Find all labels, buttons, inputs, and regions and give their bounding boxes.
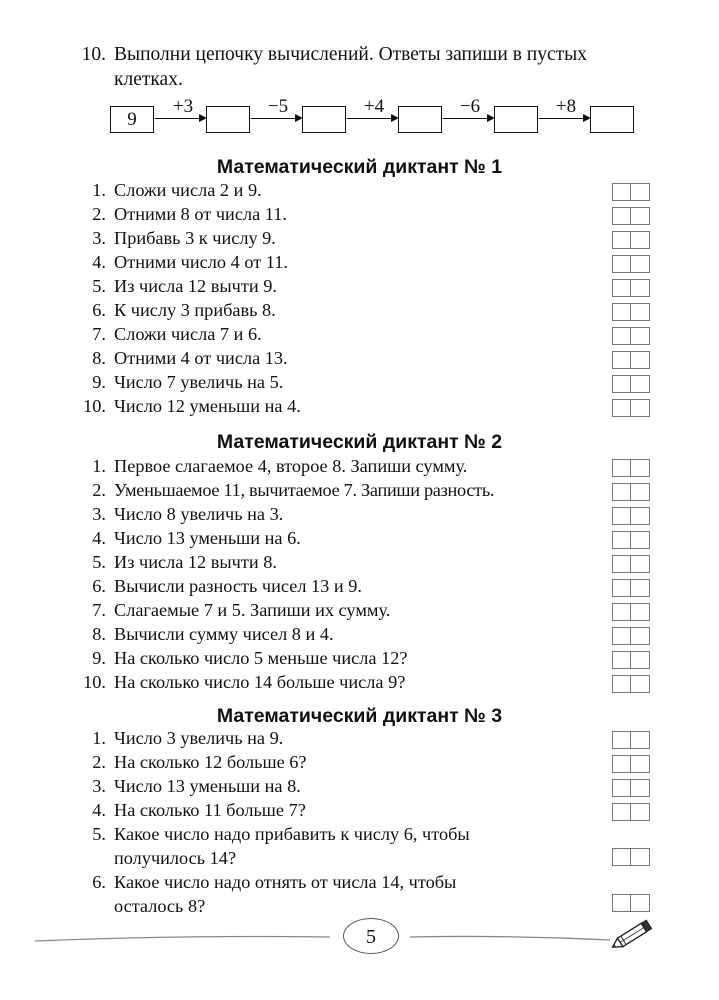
calculation-chain [110, 98, 650, 138]
answer-cells[interactable] [612, 603, 650, 621]
answer-cells[interactable] [612, 183, 650, 201]
item-number: 5. [92, 824, 106, 844]
answer-cells[interactable] [612, 459, 650, 477]
dictation-2-title: Математический диктант № 2 [216, 431, 503, 453]
item-text: Из числа 12 вычти 9. [114, 276, 277, 296]
item-text: Уменьшаемое 11, вычитаемое 7. Запиши разность. [114, 480, 495, 500]
dictation-3-title: Математический диктант № 3 [216, 705, 503, 727]
item-number: 4. [92, 252, 106, 272]
item-text: Отними число 4 от 11. [114, 252, 288, 272]
item-number: 1. [92, 180, 106, 200]
item-text: Сложи числа 7 и 6. [114, 324, 262, 344]
item-text: Вычисли сумму чисел 8 и 4. [114, 624, 334, 644]
item-number: 10. [83, 672, 106, 692]
answer-cells[interactable] [612, 894, 650, 912]
list-item [76, 552, 676, 576]
item-text: Число 3 увеличь на 9. [114, 728, 284, 748]
item-number: 2. [92, 480, 106, 500]
item-text: К числу 3 прибавь 8. [114, 300, 276, 320]
chain-op-2: −5 [267, 96, 289, 117]
chain-op-5: +8 [555, 96, 577, 117]
item-number: 2. [92, 752, 106, 772]
answer-cells[interactable] [612, 231, 650, 249]
item-text: Слагаемые 7 и 5. Запиши их сумму. [114, 600, 391, 620]
item-number: 6. [92, 576, 106, 596]
list-item [76, 456, 676, 480]
page-number: 5 [343, 918, 399, 954]
item-text: Прибавь 3 к числу 9. [114, 228, 276, 248]
answer-cells[interactable] [612, 351, 650, 369]
answer-cells[interactable] [612, 803, 650, 821]
item-text: Из числа 12 вычти 8. [114, 552, 277, 572]
answer-cells[interactable] [612, 279, 650, 297]
answer-cells[interactable] [612, 375, 650, 393]
item-number: 5. [92, 276, 106, 296]
answer-cells[interactable] [612, 675, 650, 693]
item-number: 1. [92, 456, 106, 476]
chain-op-1: +3 [172, 96, 194, 117]
answer-cells[interactable] [612, 848, 650, 866]
item-text: Число 13 уменьши на 6. [114, 528, 301, 548]
list-item [76, 728, 676, 752]
answer-cells[interactable] [612, 507, 650, 525]
item-text: Какое число надо отнять от числа 14, чтобы [114, 872, 457, 892]
list-item [76, 576, 676, 600]
chain-box-2[interactable] [302, 106, 346, 133]
list-item [76, 672, 676, 696]
list-item [76, 800, 676, 824]
list-item [76, 824, 676, 872]
item-text: Число 7 увеличь на 5. [114, 372, 284, 392]
list-item [76, 648, 676, 672]
chain-arrow [347, 118, 397, 119]
page-footer [30, 915, 670, 975]
answer-cells[interactable] [612, 779, 650, 797]
dictation-1-title: Математический диктант № 1 [216, 156, 503, 178]
item-number: 8. [92, 624, 106, 644]
item-text: Вычисли разность чисел 13 и 9. [114, 576, 362, 596]
item-number: 7. [92, 600, 106, 620]
chain-box-1[interactable] [206, 106, 250, 133]
task-text [114, 42, 669, 92]
answer-cells[interactable] [612, 303, 650, 321]
chain-op-3: +4 [363, 96, 385, 117]
item-text: Число 8 увеличь на 3. [114, 504, 284, 524]
item-text: Сложи числа 2 и 9. [114, 180, 262, 200]
list-item [76, 348, 676, 372]
chain-box-4[interactable] [494, 106, 538, 133]
item-number: 5. [92, 552, 106, 572]
list-item [76, 600, 676, 624]
chain-box-3[interactable] [398, 106, 442, 133]
answer-cells[interactable] [612, 627, 650, 645]
answer-cells[interactable] [612, 651, 650, 669]
chain-arrow [251, 118, 301, 119]
list-item [76, 776, 676, 800]
list-item [76, 372, 676, 396]
item-number: 4. [92, 800, 106, 820]
item-number: 9. [92, 648, 106, 668]
answer-cells[interactable] [612, 731, 650, 749]
task-number: 10. [81, 44, 106, 65]
item-number: 3. [92, 228, 106, 248]
item-number: 6. [92, 300, 106, 320]
chain-box-start: 9 [110, 106, 154, 133]
list-item [76, 480, 676, 504]
answer-cells[interactable] [612, 327, 650, 345]
answer-cells[interactable] [612, 531, 650, 549]
answer-cells[interactable] [612, 255, 650, 273]
item-text: На сколько 11 больше 7? [114, 800, 306, 820]
chain-arrow [539, 118, 589, 119]
item-text: Число 13 уменьши на 8. [114, 776, 301, 796]
item-text: На сколько 12 больше 6? [114, 752, 307, 772]
list-item [76, 300, 676, 324]
list-item [76, 228, 676, 252]
item-text-continued: получилось 14? [114, 848, 237, 868]
answer-cells[interactable] [612, 483, 650, 501]
list-item [76, 324, 676, 348]
item-text: На сколько число 14 больше числа 9? [114, 672, 406, 692]
list-item [76, 752, 676, 776]
task-text-line-2: клетках. [114, 69, 183, 90]
item-number: 1. [92, 728, 106, 748]
item-text: На сколько число 5 меньше числа 12? [114, 648, 408, 668]
item-text: Отними 8 от числа 11. [114, 204, 287, 224]
item-number: 4. [92, 528, 106, 548]
item-text: Число 12 уменьши на 4. [114, 396, 301, 416]
list-item [76, 624, 676, 648]
list-item [76, 276, 676, 300]
answer-cells[interactable] [612, 399, 650, 417]
chain-arrow [155, 118, 205, 119]
list-item [76, 504, 676, 528]
item-number: 3. [92, 504, 106, 524]
chain-op-4: −6 [459, 96, 481, 117]
item-number: 3. [92, 776, 106, 796]
answer-cells[interactable] [612, 555, 650, 573]
answer-cells[interactable] [612, 579, 650, 597]
answer-cells[interactable] [612, 755, 650, 773]
item-number: 6. [92, 872, 106, 892]
pencil-icon [608, 917, 656, 953]
item-number: 9. [92, 372, 106, 392]
chain-arrow [443, 118, 493, 119]
item-number: 8. [92, 348, 106, 368]
answer-cells[interactable] [612, 207, 650, 225]
item-text: Первое слагаемое 4, второе 8. Запиши сумму. [114, 456, 468, 476]
item-number: 2. [92, 204, 106, 224]
list-item [76, 872, 676, 920]
item-number: 7. [92, 324, 106, 344]
chain-box-5[interactable] [590, 106, 634, 133]
item-text: Отними 4 от числа 13. [114, 348, 288, 368]
list-item [76, 252, 676, 276]
task-text-line-1: Выполни цепочку вычислений. Ответы запиши в пустых [114, 44, 588, 65]
list-item [76, 204, 676, 228]
item-number: 10. [83, 396, 106, 416]
list-item [76, 396, 676, 420]
item-text: Какое число надо прибавить к числу 6, чтобы [114, 824, 470, 844]
list-item [76, 180, 676, 204]
item-text-continued: осталось 8? [114, 896, 206, 916]
list-item [76, 528, 676, 552]
